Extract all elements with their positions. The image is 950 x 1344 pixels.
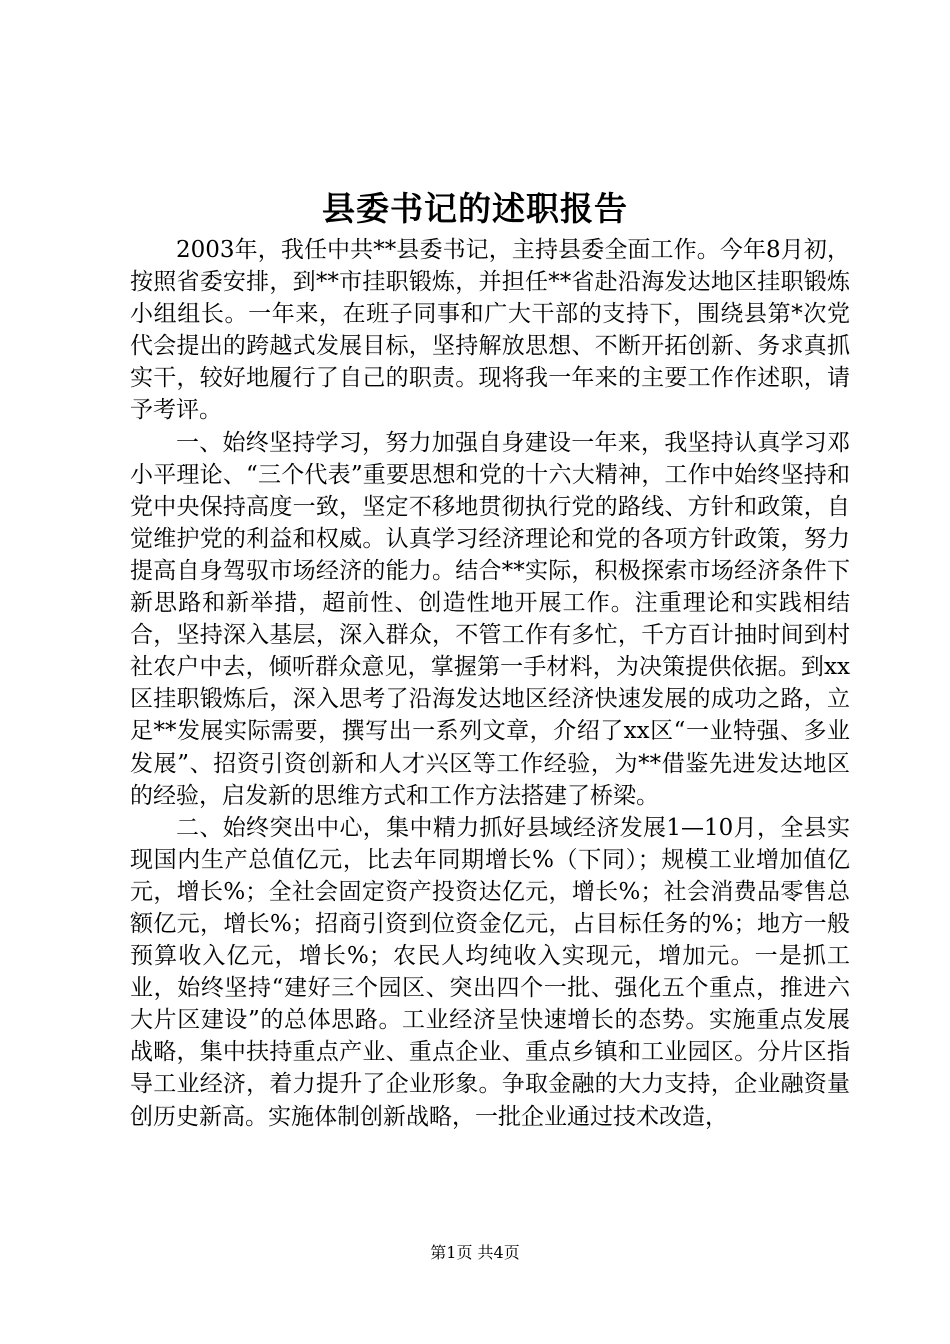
paragraph-section-two: 二、始终突出中心，集中精力抓好县域经济发展1—10月，全县实现国内生产总值亿元，比去年同期增长%（下同）；规模工业增加值亿元，增长%；全社会固定资产投资达亿元，增长%；社会消费品零售总额亿元，增长%；招商引资到位资金亿元，占目标任务的%；地方一般预算收入亿元，增长%；农民人均纯收入实现元，增加元。一是抓工业，始终坚持“建好三个园区、突出四个一批、强化五个重点，推进六大片区建设”的总体思路。工业经济呈快速增长的态势。实施重点发展战略，集中扶持重点产业、重点企业、重点乡镇和工业园区。分片区指导工业经济，着力提升了企业形象。争取金融的大力支持，企业融资量创历史新高。实施体制创新战略，一批企业通过技术改造，: [130, 814, 850, 1130]
paragraph-section-one: 一、始终坚持学习，努力加强自身建设一年来，我坚持认真学习邓小平理论、“三个代表”重要思想和党的十六大精神，工作中始终坚持和党中央保持高度一致，坚定不移地贯彻执行党的路线、方针和政策，自觉维护党的利益和权威。认真学习经济理论和党的各项方针政策，努力提高自身驾驭市场经济的能力。结合**实际，积极探索市场经济条件下新思路和新举措，超前性、创造性地开展工作。注重理论和实践相结合，坚持深入基层，深入群众，不管工作有多忙，千方百计抽时间到村社农户中去，倾听群众意见，掌握第一手材料，为决策提供依据。到xx区挂职锻炼后，深入思考了沿海发达地区经济快速发展的成功之路，立足**发展实际需要，撰写出一系列文章，介绍了xx区“一业特强、多业发展”、招资引资创新和人才兴区等工作经验，为**借鉴先进发达地区的经验，启发新的思维方式和工作方法搭建了桥梁。: [130, 429, 850, 809]
document-title: 县委书记的述职报告: [322, 189, 628, 228]
paragraph-intro: 2003年，我任中共**县委书记，主持县委全面工作。今年8月初，按照省委安排，到**市挂职锻炼，并担任**省赴沿海发达地区挂职锻炼小组组长。一年来，在班子同事和广大干部的支持下，围绕县第*次党代会提出的跨越式发展目标，坚持解放思想、不断开拓创新、务求真抓实干，较好地履行了自己的职责。现将我一年来的主要工作作述职，请予考评。: [130, 237, 850, 424]
document-body: [130, 234, 850, 1133]
page-number-footer: 第1页 共4页: [430, 1243, 520, 1262]
